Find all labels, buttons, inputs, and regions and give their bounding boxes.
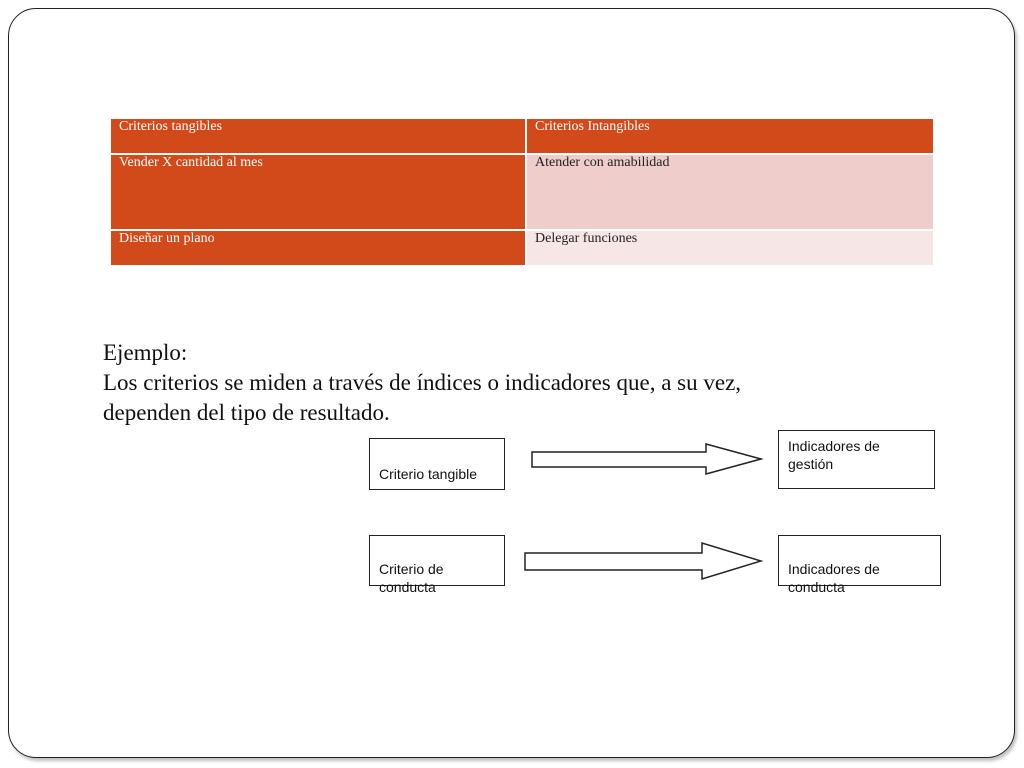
box-criterio-conducta-label: Criterio de conducta <box>379 561 444 595</box>
cell-tangible-1: Vender X cantidad al mes <box>110 154 526 230</box>
box-indicadores-conducta <box>778 535 941 595</box>
box-criterio-conducta <box>369 535 505 595</box>
body-text <box>103 338 741 428</box>
box-indicadores-gestion-label: Indicadores de gestión <box>788 438 880 472</box>
box-indicadores-gestion <box>778 430 935 489</box>
body-line-2: dependen del tipo de resultado. <box>103 400 390 425</box>
example-label: Ejemplo: <box>103 340 188 365</box>
criteria-table <box>109 117 935 267</box>
cell-intangible-2: Delegar funciones <box>526 230 934 266</box>
cell-tangible-2: Diseñar un plano <box>110 230 526 266</box>
box-indicadores-conducta-label: Indicadores de conducta <box>788 561 880 595</box>
table-row <box>110 230 934 266</box>
header-intangibles: Criterios Intangibles <box>526 118 934 154</box>
body-line-1: Los criterios se miden a través de índices o indicadores que, a su vez, <box>103 370 742 395</box>
table-header-row <box>110 118 934 154</box>
header-tangibles: Criterios tangibles <box>110 118 526 154</box>
table-row <box>110 154 934 230</box>
cell-intangible-1: Atender con amabilidad <box>526 154 934 230</box>
box-criterio-tangible-label: Criterio tangible <box>379 466 478 482</box>
box-criterio-tangible <box>369 438 505 490</box>
